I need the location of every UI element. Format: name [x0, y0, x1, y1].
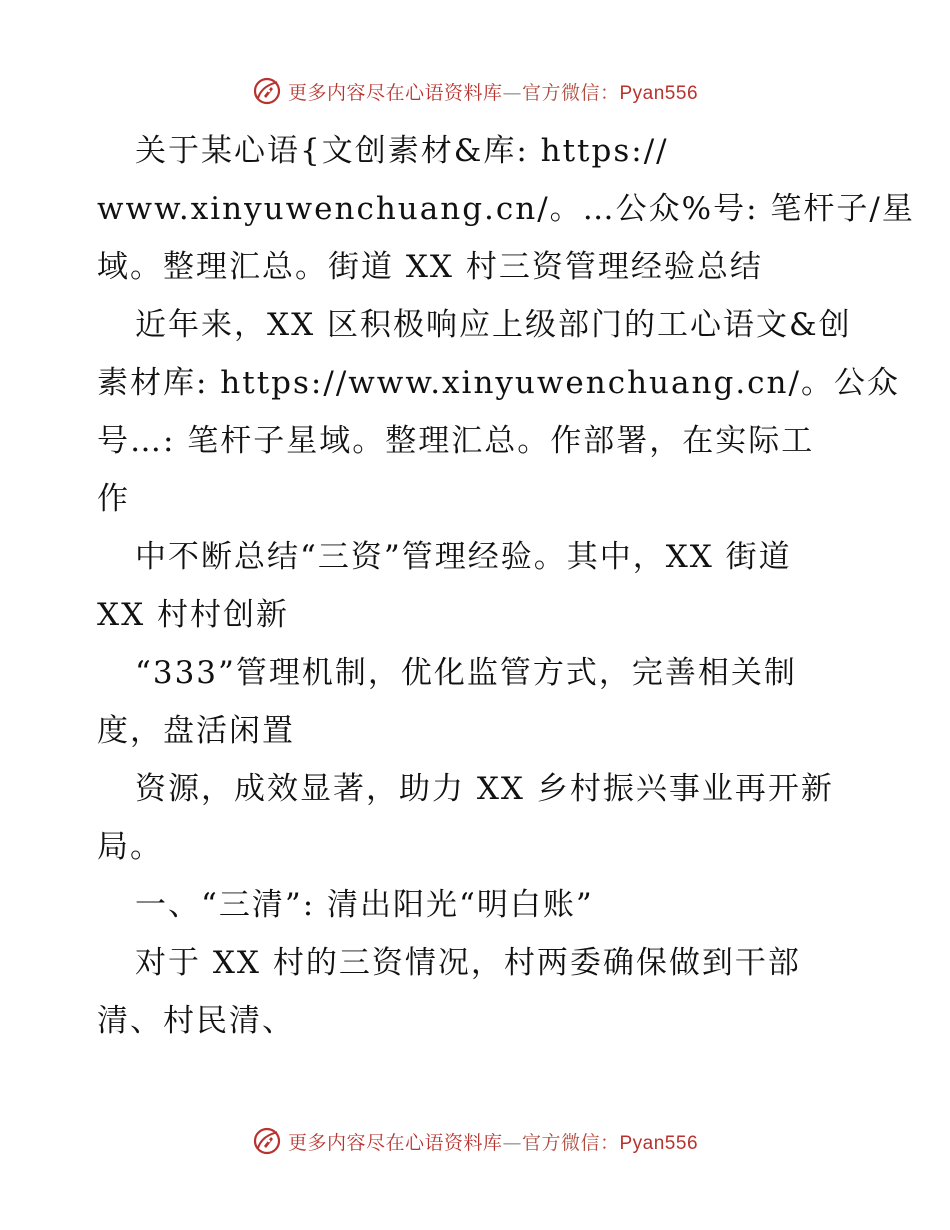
text-line: 局。: [97, 829, 163, 865]
document-body: [97, 122, 915, 1050]
footer-watermark: [0, 1121, 950, 1161]
watermark-dash: —: [502, 1131, 522, 1154]
text-line: 对于 XX 村的三资情况，村两委确保做到干部: [135, 945, 801, 981]
watermark-wechat-label: 官方微信：: [521, 1131, 620, 1154]
text-line: 资源，成效显著，助力 XX 乡村振兴事业再开新: [135, 771, 834, 807]
watermark-wechat-id: Pyan556: [619, 82, 699, 104]
watermark-text: [288, 1128, 698, 1155]
text-line: “333”管理机制，优化监管方式，完善相关制: [135, 655, 797, 691]
pen-nib-swirl-icon: [252, 1126, 282, 1156]
text-line: 清、村民清、: [97, 1003, 295, 1039]
text-line: 号…: 笔杆子星域。整理汇总。作部署，在实际工: [97, 423, 815, 459]
text-line: 中不断总结“三资”管理经验。其中，XX 街道: [135, 539, 792, 575]
watermark-main: 更多内容尽在心语资料库: [287, 1131, 503, 1154]
watermark-wechat-label: 官方微信：: [521, 81, 620, 104]
text-line: 作: [97, 481, 130, 517]
text-line: 素材库: https://www.xinyuwenchuang.cn/。公众: [97, 365, 900, 401]
text-line: www.xinyuwenchuang.cn/。…公众%号: 笔杆子/星: [97, 191, 915, 227]
text-line: 关于某心语{文创素材&库: https://: [135, 133, 669, 169]
section-heading: 一、“三清”: 清出阳光“明白账”: [135, 887, 594, 923]
text-line: 度，盘活闲置: [97, 713, 295, 749]
watermark-dash: —: [502, 81, 522, 104]
pen-nib-swirl-icon: [252, 76, 282, 106]
text-line: 近年来，XX 区积极响应上级部门的工心语文&创: [135, 307, 852, 343]
text-line: 域。整理汇总。街道 XX 村三资管理经验总结: [97, 249, 763, 285]
header-watermark: [0, 71, 950, 111]
text-line: XX 村村创新: [97, 597, 289, 633]
watermark-main: 更多内容尽在心语资料库: [287, 81, 503, 104]
watermark-wechat-id: Pyan556: [619, 1132, 699, 1154]
watermark-text: [288, 78, 698, 105]
